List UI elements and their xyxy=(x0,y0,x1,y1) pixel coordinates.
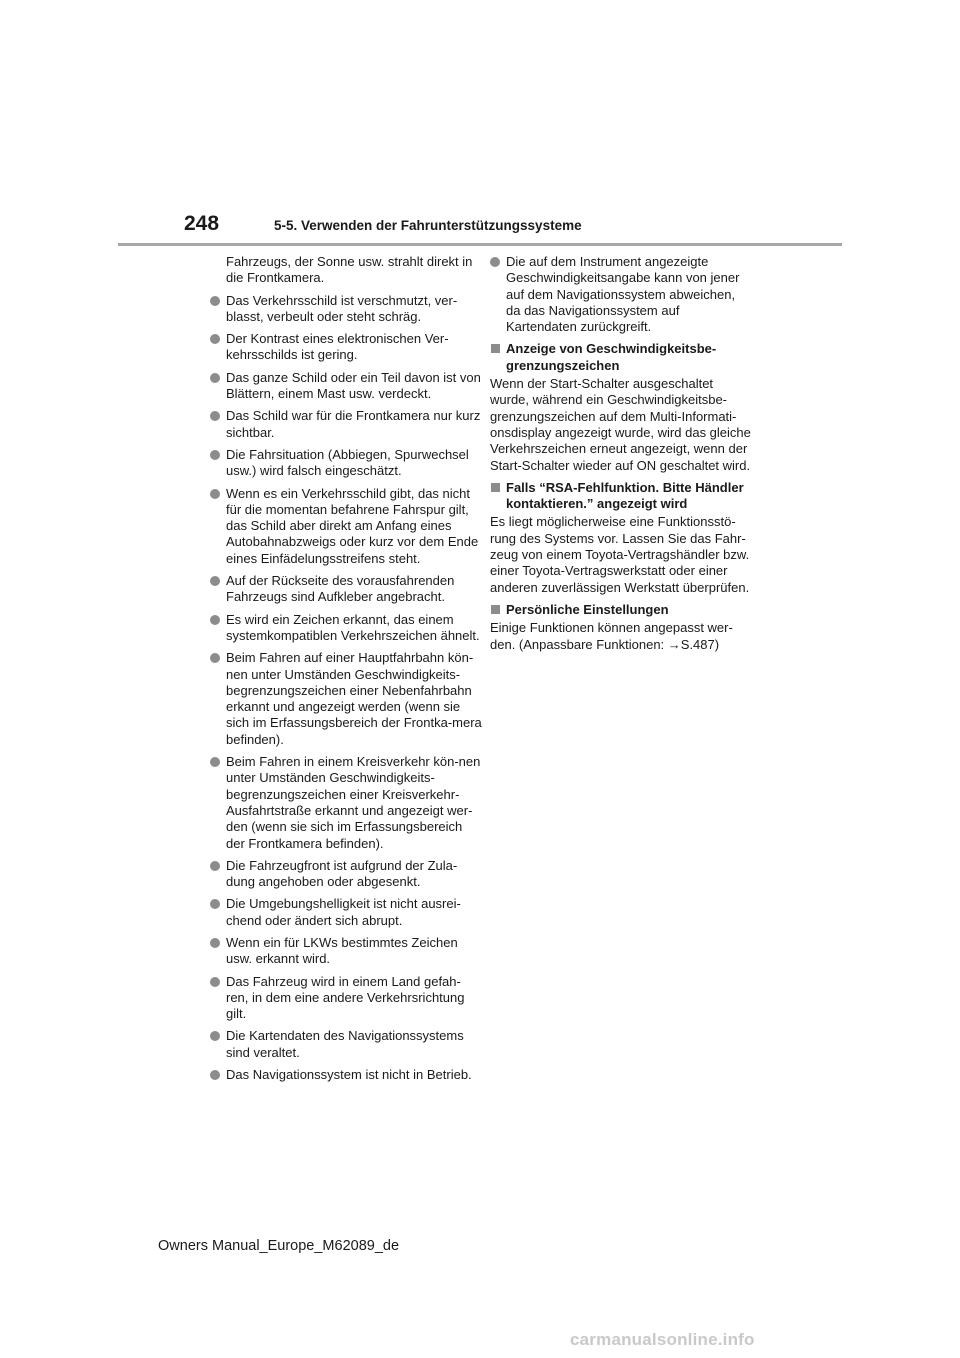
section-heading: Falls “RSA-Fehlfunktion. Bitte Händler kontaktieren.” angezeigt wird xyxy=(490,480,752,513)
bullet-icon xyxy=(210,653,220,663)
section-text: Wenn der Start-Schalter ausgeschaltet wurde, während ein Geschwindigkeitsbe-grenzungszeichen auf dem Multi-Informati-onsdisplay angezeigt wurde, wird das gleiche Verkehrszeichen erneut angezeigt, wenn der Start-Schalter wieder auf ON geschaltet wird. xyxy=(490,376,751,473)
header-divider xyxy=(118,243,842,246)
page-number: 248 xyxy=(184,212,220,235)
list-item: Der Kontrast eines elektronischen Ver-kehrsschilds ist gering. xyxy=(210,331,482,364)
section-text: Einige Funktionen können angepasst wer-den. (Anpassbare Funktionen: →S.487) xyxy=(490,620,733,652)
list-item: Wenn ein für LKWs bestimmtes Zeichen usw. erkannt wird. xyxy=(210,935,482,968)
bullet-icon xyxy=(210,757,220,767)
square-marker-icon xyxy=(491,344,500,353)
bullet-icon xyxy=(210,615,220,625)
list-item: Die Umgebungshelligkeit ist nicht ausrei-chend oder ändert sich abrupt. xyxy=(210,896,482,929)
bullet-icon xyxy=(210,1070,220,1080)
square-marker-icon xyxy=(491,605,500,614)
list-item: Die auf dem Instrument angezeigte Geschwindigkeitsangabe kann von jener auf dem Navigationssystem abweichen, da das Navigationssystem auf Kartendaten zurückgreift. xyxy=(490,254,752,335)
bullet-icon xyxy=(210,450,220,460)
page-header xyxy=(0,0,960,250)
bullet-icon xyxy=(210,373,220,383)
page-footer: Owners Manual_Europe_M62089_de xyxy=(158,1238,400,1254)
list-item: Das Navigationssystem ist nicht in Betrieb. xyxy=(210,1067,482,1083)
list-item: Beim Fahren auf einer Hauptfahrbahn kön-nen unter Umständen Geschwindigkeits-begrenzungszeichen einer Nebenfahrbahn erkannt und angezeigt werden (wenn sie sich im Erfassungsbereich der Frontka-mera befinden). xyxy=(210,650,482,748)
section-heading: Anzeige von Geschwindigkeitsbe-grenzungszeichen xyxy=(490,341,752,374)
bullet-icon xyxy=(490,257,500,267)
bullet-icon xyxy=(210,334,220,344)
list-item: Das ganze Schild oder ein Teil davon ist von Blättern, einem Mast usw. verdeckt. xyxy=(210,370,482,403)
list-item: Beim Fahren in einem Kreisverkehr kön-nen unter Umständen Geschwindigkeits-begrenzungszeichen einer Kreisverkehr-Ausfahrtstraße erkannt und angezeigt wer-den (wenn sie sich im Erfassungsbereich der Frontkamera befinden). xyxy=(210,754,482,852)
right-column xyxy=(490,254,752,659)
bullet-icon xyxy=(210,899,220,909)
bullet-icon xyxy=(210,938,220,948)
list-item: Die Fahrsituation (Abbiegen, Spurwechsel usw.) wird falsch eingeschätzt. xyxy=(210,447,482,480)
bullet-icon xyxy=(210,977,220,987)
bullet-icon xyxy=(210,296,220,306)
list-item: Auf der Rückseite des vorausfahrenden Fahrzeugs sind Aufkleber angebracht. xyxy=(210,573,482,606)
bullet-icon xyxy=(210,861,220,871)
list-item: Das Fahrzeug wird in einem Land gefah-ren, in dem eine andere Verkehrsrichtung gilt. xyxy=(210,974,482,1023)
bullet-icon xyxy=(210,411,220,421)
list-item: Wenn es ein Verkehrsschild gibt, das nicht für die momentan befahrene Fahrspur gilt, das Schild aber direkt am Anfang eines Autobahnabzweigs oder kurz vor dem Ende eines Einfädelungsstreifens steht. xyxy=(210,486,482,567)
list-item: Das Schild war für die Frontkamera nur kurz sichtbar. xyxy=(210,408,482,441)
section-heading: Persönliche Einstellungen xyxy=(490,602,752,618)
left-column xyxy=(210,254,482,1089)
section-text: Es liegt möglicherweise eine Funktionsstö-rung des Systems vor. Lassen Sie das Fahr-zeug von einem Toyota-Vertragshändler bzw. einer Toyota-Vertragswerkstatt oder einer anderen zuverlässigen Werkstatt überprüfen. xyxy=(490,514,750,595)
list-item: Es wird ein Zeichen erkannt, das einem systemkompatiblen Verkehrszeichen ähnelt. xyxy=(210,612,482,645)
bullet-icon xyxy=(210,1031,220,1041)
section-title: 5-5. Verwenden der Fahrunterstützungssysteme xyxy=(274,218,582,233)
continuation-text: Fahrzeugs, der Sonne usw. strahlt direkt in die Frontkamera. xyxy=(226,254,473,286)
list-item: Die Fahrzeugfront ist aufgrund der Zula-dung angehoben oder abgesenkt. xyxy=(210,858,482,891)
square-marker-icon xyxy=(491,483,500,492)
bullet-icon xyxy=(210,576,220,586)
bullet-icon xyxy=(210,489,220,499)
list-item: Die Kartendaten des Navigationssystems sind veraltet. xyxy=(210,1028,482,1061)
watermark: carmanualsonline.info xyxy=(570,1330,755,1349)
list-item: Das Verkehrsschild ist verschmutzt, ver-blasst, verbeult oder steht schräg. xyxy=(210,293,482,326)
